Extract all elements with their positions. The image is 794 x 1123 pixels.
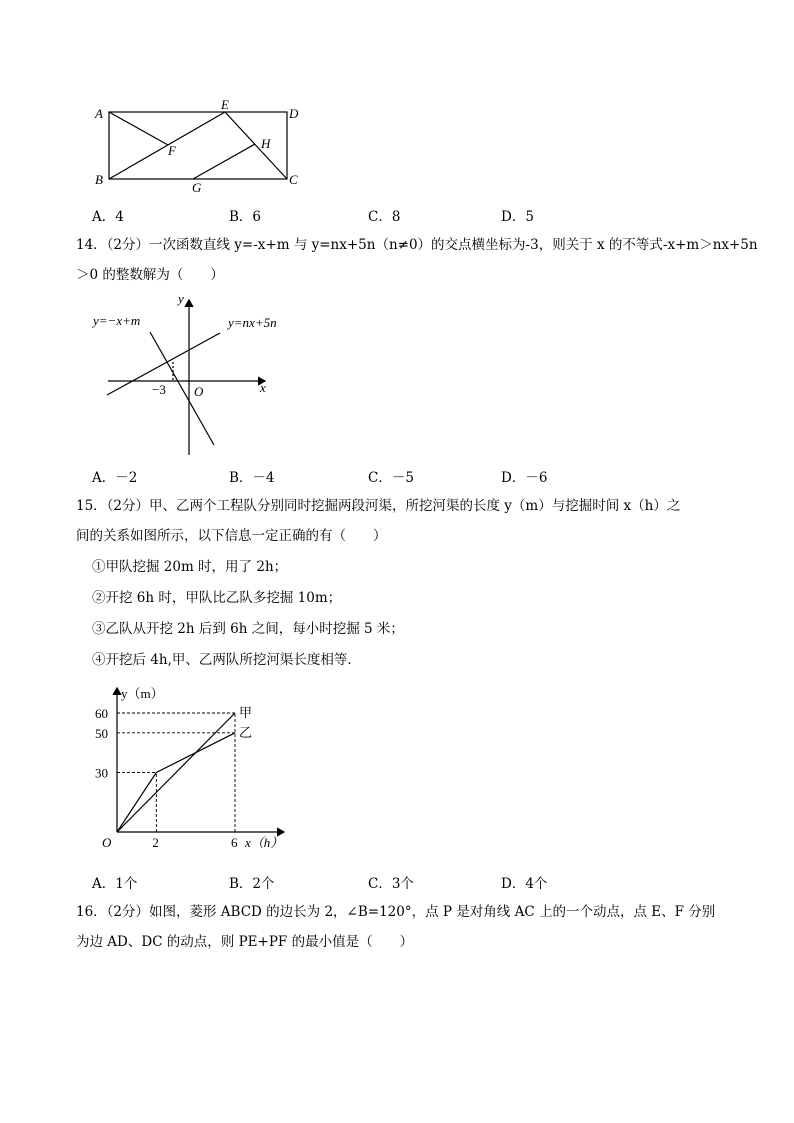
q16-stem-line2: 为边 AD、DC 的动点，则 PE+PF 的最小值是（ ） (76, 934, 414, 950)
q14-option-a[interactable]: A．－2 (92, 470, 138, 486)
q15-stem-line1: 15．（2分）甲、乙两个工程队分别同时挖掘两段河渠，所挖河渠的长度 y（m）与挖掘时间 x（h）之 (76, 498, 681, 514)
q15-statement-3: ③乙队从开挖 2h 后到 6h 之间，每小时挖掘 5 米； (92, 621, 404, 637)
eq-neg-x-plus-m: y=−x+m (93, 313, 141, 328)
segment-gh (193, 144, 255, 179)
y-tick-2: 60 (95, 706, 108, 721)
chart-origin-label: O (102, 835, 112, 850)
q14-figure (88, 290, 288, 460)
q15-option-c[interactable]: C．3个 (368, 876, 414, 892)
q15-statement-2: ②开挖 6h 时，甲队比乙队多挖掘 10m； (92, 590, 342, 606)
q15-chart (90, 682, 300, 854)
chart-x-axis-label: x（h） (245, 835, 284, 850)
q13-option-a[interactable]: A．4 (92, 209, 124, 225)
chart-y-axis-label: y（m） (121, 686, 164, 701)
series-line-1 (117, 733, 235, 832)
q13-option-b[interactable]: B．6 (229, 209, 262, 225)
x-tick-1: 6 (231, 835, 238, 850)
series-label-0: 甲 (239, 705, 253, 720)
q13-option-c[interactable]: C．8 (368, 209, 401, 225)
q16-stem-line1: 16．（2分）如图，菱形 ABCD 的边长为 2，∠B=120°，点 P 是对角线 AC 上的一个动点，点 E、F 分别 (76, 904, 716, 920)
label-a: A (95, 106, 103, 121)
tick-minus3: −3 (152, 382, 166, 397)
series-label-1: 乙 (239, 724, 253, 740)
label-g: G (192, 180, 202, 195)
q15-statement-4: ④开挖后 4h,甲、乙两队所挖河渠长度相等． (92, 652, 361, 668)
q15-statement-1: ①甲队挖掘 20m 时，用了 2h； (92, 559, 288, 575)
q14-stem-line1: 14．（2分）一次函数直线 y=-x+m 与 y=nx+5n（n≠0）的交点横坐标为-3，则关于 x 的不等式-x+m＞nx+5n (76, 237, 758, 253)
origin-label: O (194, 384, 204, 399)
y-tick-0: 30 (95, 765, 108, 781)
label-d: D (289, 106, 299, 121)
label-h: H (261, 136, 271, 151)
q15-option-d[interactable]: D．4个 (501, 876, 548, 892)
q13-figure (88, 96, 308, 196)
y-tick-1: 50 (95, 725, 108, 741)
q14-option-d[interactable]: D．－6 (501, 470, 548, 486)
x-axis-label: x (260, 380, 266, 395)
segment-ec (225, 112, 287, 179)
segment-af (109, 112, 168, 145)
label-c: C (289, 172, 298, 187)
q13-option-d[interactable]: D．5 (501, 209, 534, 225)
q14-stem-line2: ＞0 的整数解为（ ） (76, 267, 224, 283)
q15-stem-line2: 间的关系如图所示，以下信息一定正确的有（ ） (76, 528, 387, 544)
q15-option-a[interactable]: A．1个 (92, 876, 138, 892)
q14-option-c[interactable]: C．－5 (368, 470, 414, 486)
label-f: F (168, 143, 176, 158)
q14-option-b[interactable]: B．－4 (229, 470, 275, 486)
eq-nx-plus-5n: y=nx+5n (228, 315, 277, 330)
q15-option-b[interactable]: B．2个 (229, 876, 275, 892)
label-b: B (95, 172, 103, 187)
label-e: E (221, 97, 229, 112)
y-axis-label: y (178, 291, 184, 306)
x-tick-0: 2 (152, 835, 159, 850)
